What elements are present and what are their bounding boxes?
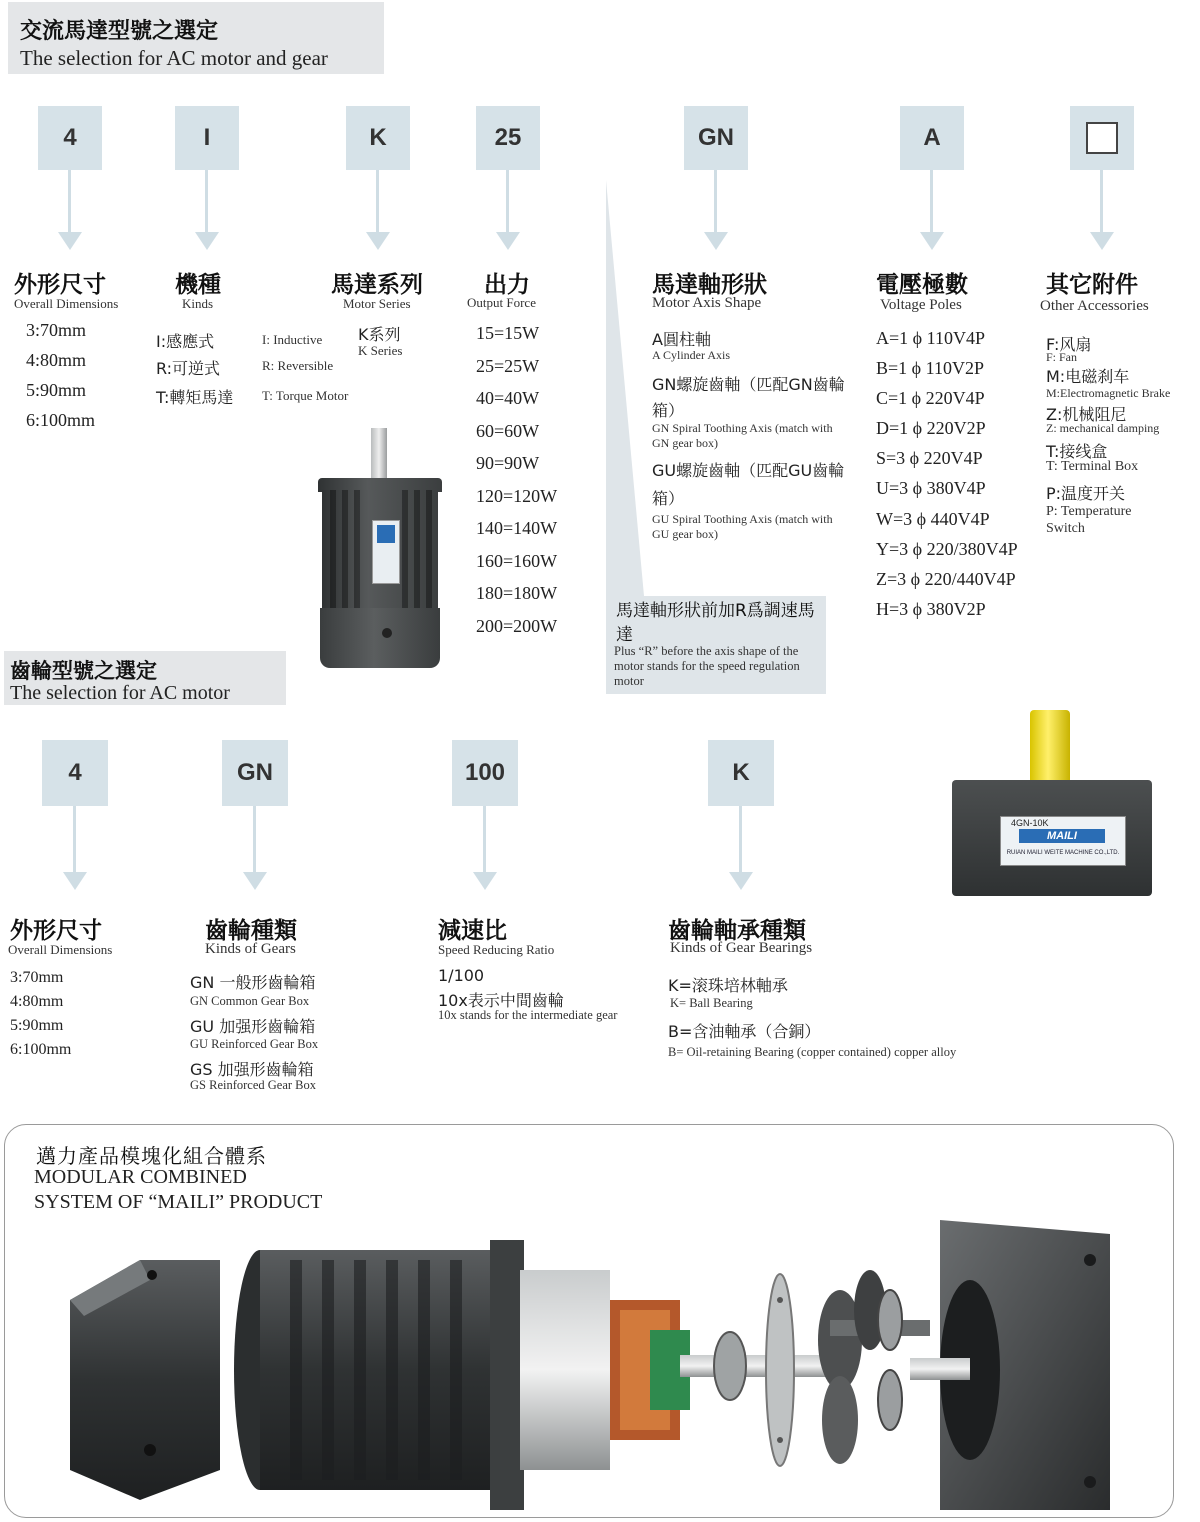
- arrow-down-icon: [240, 806, 270, 890]
- axis-item-en: GN Spiral Toothing Axis (match with GN gear box): [652, 421, 833, 450]
- arrow-down-icon: [192, 170, 222, 250]
- voltage-item: Y=3 ϕ 220/380V4P: [876, 539, 1018, 559]
- kind-item-en: T: Torque Motor: [262, 388, 349, 403]
- accessory-item-en: M:Electromagnetic Brake: [1046, 386, 1171, 400]
- gear-kind-item: GN 一般形齒輪箱: [190, 973, 316, 992]
- kind-item: I:感應式: [156, 332, 215, 351]
- gear-kinds-title: 齒輪種類: [205, 918, 297, 944]
- accessory-item-en: Z: mechanical damping: [1046, 421, 1160, 435]
- voltage-item: C=1 ϕ 220V4P: [876, 388, 985, 408]
- gear-kind-item: GU 加强形齒輪箱: [190, 1017, 316, 1036]
- accessory-item-en: F: Fan: [1046, 350, 1078, 364]
- page-title-en: The selection for AC motor and gear: [20, 46, 328, 70]
- dimension-item: 5:90mm: [26, 380, 87, 400]
- arrow-down-icon: [470, 806, 500, 890]
- gear-kind-item: GS 加强形齒輪箱: [190, 1060, 314, 1079]
- series-item-en: K Series: [358, 343, 403, 358]
- output-subtitle: Output Force: [467, 295, 536, 310]
- ratio-title: 減速比: [438, 918, 507, 944]
- output-item: 25=25W: [476, 356, 540, 376]
- voltage-title: 電壓極數: [876, 272, 968, 298]
- accessory-item-en: T: Terminal Box: [1046, 459, 1139, 474]
- dimension-item: 3:70mm: [26, 320, 87, 340]
- axis-item: A圓柱軸: [652, 330, 711, 349]
- output-item: 180=180W: [476, 583, 558, 603]
- gear-code-dimension: 4: [42, 740, 108, 806]
- code-box-series: K: [346, 106, 410, 170]
- axis-subtitle: Motor Axis Shape: [652, 295, 762, 311]
- gear-kind-item-en: GN Common Gear Box: [190, 994, 310, 1008]
- kinds-subtitle: Kinds: [182, 296, 214, 311]
- ratio-note: 10x表示中間齒輪: [438, 991, 564, 1010]
- voltage-item: Z=3 ϕ 220/440V4P: [876, 569, 1016, 589]
- series-subtitle: Motor Series: [343, 296, 411, 311]
- arrow-down-icon: [60, 806, 90, 890]
- gear-dimension-item: 5:90mm: [10, 1017, 64, 1034]
- voltage-item: B=1 ϕ 110V2P: [876, 358, 984, 378]
- gear-code-bearing: K: [708, 740, 774, 806]
- modular-title-en1: MODULAR COMBINED: [34, 1166, 247, 1188]
- accessory-item: F:风扇: [1046, 335, 1092, 354]
- code-box-accessory: [1070, 106, 1134, 170]
- accessory-item: T:接线盒: [1046, 442, 1108, 461]
- accessories-title: 其它附件: [1046, 272, 1138, 298]
- code-box-dimension: 4: [38, 106, 102, 170]
- code-box-voltage: A: [900, 106, 964, 170]
- gearbox-output-shaft: [1030, 710, 1070, 784]
- accessory-item: M:电磁刹车: [1046, 367, 1130, 386]
- gear-code-kind: GN: [222, 740, 288, 806]
- motor-end-cap: [320, 608, 440, 668]
- output-item: 90=90W: [476, 453, 540, 473]
- kind-item: R:可逆式: [156, 359, 221, 378]
- output-item: 120=120W: [476, 486, 558, 506]
- gearbox-model: 4GN-10K: [1011, 818, 1049, 828]
- gear-title-zh: 齒輪型號之選定: [10, 659, 157, 683]
- gear-kind-item-en: GS Reinforced Gear Box: [190, 1078, 317, 1092]
- gearbox-nameplate: [1000, 816, 1126, 866]
- voltage-item: W=3 ϕ 440V4P: [876, 509, 990, 529]
- kind-item-en: R: Reversible: [262, 358, 334, 373]
- accessories-subtitle: Other Accessories: [1040, 298, 1149, 314]
- gear-dimension-item: 4:80mm: [10, 993, 64, 1010]
- axis-item-en: GU Spiral Toothing Axis (match with GU gear box): [652, 512, 833, 541]
- gear-dimensions-title: 外形尺寸: [10, 918, 102, 944]
- gearbox-brand: MAILI: [1019, 829, 1105, 843]
- rotor-part: [610, 1300, 840, 1440]
- gear-code-ratio: 100: [452, 740, 518, 806]
- speed-note-zh: 馬達軸形狀前加R爲調速馬達: [616, 601, 815, 645]
- motor-housing-part: [234, 1240, 610, 1510]
- output-item: 40=40W: [476, 388, 540, 408]
- dimensions-subtitle: Overall Dimensions: [14, 296, 119, 311]
- motor-nameplate: [372, 520, 400, 584]
- ratio-value: 1/100: [438, 966, 485, 985]
- end-cap-part: [70, 1260, 220, 1500]
- accessory-item: P:温度开关: [1046, 484, 1126, 503]
- gear-dimension-item: 6:100mm: [10, 1041, 72, 1058]
- kind-item: T:轉矩馬達: [156, 388, 234, 407]
- voltage-subtitle: Voltage Poles: [880, 297, 962, 313]
- dimensions-title: 外形尺寸: [14, 272, 106, 298]
- axis-title: 馬達軸形狀: [652, 272, 767, 298]
- exploded-motor-illustration: [50, 1220, 1130, 1516]
- gearbox-housing: [952, 780, 1152, 896]
- gearbox-image: [952, 710, 1152, 896]
- code-box-output: 25: [476, 106, 540, 170]
- arrow-down-icon: [55, 170, 85, 250]
- dimension-item: 6:100mm: [26, 410, 96, 430]
- gear-kinds-subtitle: Kinds of Gears: [205, 941, 296, 957]
- arrow-down-icon: [917, 170, 947, 250]
- bearings-title: 齒輪軸承種類: [668, 918, 806, 944]
- arrow-down-icon: [726, 806, 756, 890]
- modular-title-zh: 邁力產品模塊化組合體系: [36, 1144, 267, 1168]
- voltage-item: H=3 ϕ 380V2P: [876, 599, 986, 619]
- modular-title-en2: SYSTEM OF “MAILI” PRODUCT: [34, 1191, 323, 1213]
- output-title: 出力: [484, 272, 530, 298]
- code-box-kind: I: [175, 106, 239, 170]
- blank-square-icon: [1086, 122, 1118, 154]
- output-item: 140=140W: [476, 518, 558, 538]
- series-title: 馬達系列: [331, 272, 423, 298]
- gear-kind-item-en: GU Reinforced Gear Box: [190, 1037, 319, 1051]
- voltage-item: D=1 ϕ 220V2P: [876, 418, 986, 438]
- motor-image: [316, 428, 446, 668]
- series-item: K系列: [358, 325, 401, 344]
- axis-item: GU螺旋齒軸（匹配GU齒輪箱）: [652, 461, 845, 508]
- gearbox-maker: RUIAN MAILI WEITE MACHINE CO.,LTD.: [1006, 850, 1120, 856]
- gearbox-housing-part: [910, 1220, 1110, 1510]
- accessory-item-en: P: Temperature Switch: [1046, 504, 1132, 536]
- accessory-item: Z:机械阻尼: [1046, 405, 1127, 424]
- arrow-down-icon: [363, 170, 393, 250]
- bearing-item: K=滚珠培林軸承: [668, 976, 788, 995]
- voltage-item: A=1 ϕ 110V4P: [876, 328, 985, 348]
- bearing-item-en: K= Ball Bearing: [670, 996, 753, 1010]
- bearings-subtitle: Kinds of Gear Bearings: [670, 940, 813, 956]
- gear-dimension-item: 3:70mm: [10, 969, 64, 986]
- voltage-item: U=3 ϕ 380V4P: [876, 478, 986, 498]
- voltage-item: S=3 ϕ 220V4P: [876, 448, 983, 468]
- motor-housing: [322, 490, 438, 608]
- gear-title-en: The selection for AC motor: [10, 682, 230, 704]
- arrow-down-icon: [1087, 170, 1117, 250]
- output-item: 15=15W: [476, 323, 540, 343]
- flange-disk-part: [766, 1274, 794, 1466]
- page-title-zh: 交流馬達型號之選定: [20, 19, 219, 44]
- output-item: 160=160W: [476, 551, 558, 571]
- dimension-item: 4:80mm: [26, 350, 87, 370]
- ratio-subtitle: Speed Reducing Ratio: [438, 942, 555, 957]
- output-item: 200=200W: [476, 616, 558, 636]
- arrow-down-icon: [493, 170, 523, 250]
- gear-dimensions-subtitle: Overall Dimensions: [8, 942, 113, 957]
- axis-item: GN螺旋齒軸（匹配GN齒輪箱）: [652, 375, 845, 420]
- motor-shaft: [371, 428, 387, 480]
- kinds-title: 機種: [175, 272, 221, 298]
- ratio-note-en: 10x stands for the intermediate gear: [438, 1008, 618, 1022]
- bearing-item-en: B= Oil-retaining Bearing (copper contained) copper alloy: [668, 1045, 957, 1059]
- speed-note-en: Plus “R” before the axis shape of the motor stands for the speed regulation motor: [614, 644, 800, 688]
- axis-item-en: A Cylinder Axis: [652, 348, 731, 362]
- kind-item-en: I: Inductive: [262, 332, 323, 347]
- code-box-axis: GN: [684, 106, 748, 170]
- output-item: 60=60W: [476, 421, 540, 441]
- bearing-item: B=含油軸承（合銅）: [668, 1022, 821, 1041]
